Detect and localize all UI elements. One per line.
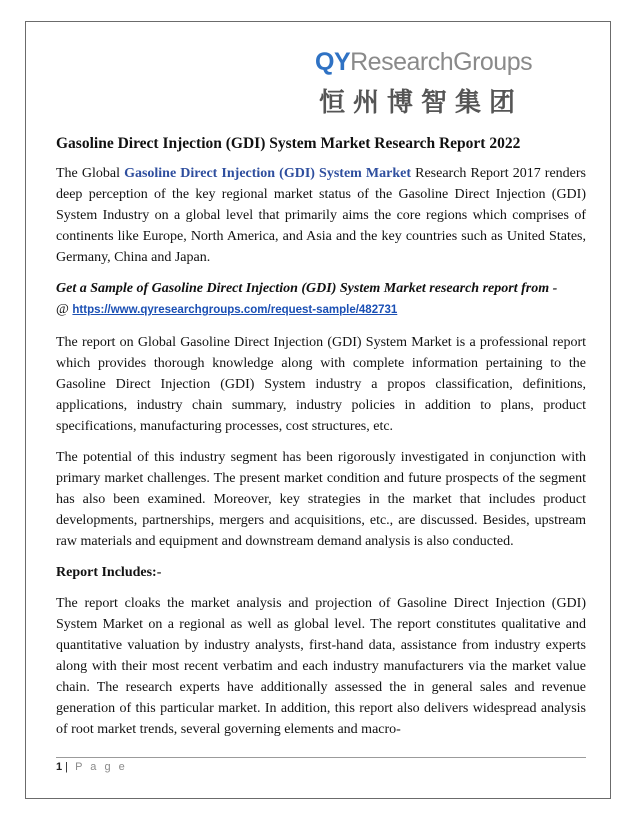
sample-request-link[interactable]: https://www.qyresearchgroups.com/request-sample/482731 — [72, 304, 398, 316]
intro-paragraph — [56, 163, 586, 268]
sample-link-line — [56, 299, 586, 321]
page-number: 1 — [56, 761, 63, 773]
report-includes-heading: Report Includes:- — [56, 565, 162, 580]
logo-chinese-name: 恒州博智集团 — [319, 88, 524, 118]
paragraph-overview: The report on Global Gasoline Direct Injection (GDI) System Market is a professional report which provides thorough knowledge along with complete information pertaining to the Gasoline Direct Injection (GDI) System industry a propos classification, definitions, applications, industry chain summary, industry policies in addition to plans, product specifications, manufacturing processes, cost structures, etc. — [56, 335, 586, 434]
document-title: Gasoline Direct Injection (GDI) System Market Research Report 2022 — [56, 135, 521, 152]
intro-highlight: Gasoline Direct Injection (GDI) System Market — [124, 166, 412, 181]
logo-wordmark — [315, 48, 532, 82]
sample-request-text: Get a Sample of Gasoline Direct Injection (GDI) System Market research report from - — [56, 281, 558, 296]
at-sign: @ — [56, 302, 73, 317]
logo-qy: QY — [315, 48, 351, 76]
page-footer — [56, 757, 586, 773]
document-body — [56, 134, 586, 750]
paragraph-report-cloaks: The report cloaks the market analysis and projection of Gasoline Direct Injection (GDI) System Market on a regional as well as global level. The report constitutes qualitative and quantitative valuation by industry analysts, first-hand data, assistance from industry experts along with their most recent verbatim and each industry manufacturers via the market value chain. The research experts have additionally assessed the in general sales and revenue generation of this particular market. In addition, this report also delivers widespread analysis of root market trends, several governing elements and macro- — [56, 596, 586, 737]
paragraph-potential: The potential of this industry segment has been rigorously investigated in conjunction with primary market challenges. The present market condition and future prospects of the segment has also been examined. Moreover, key strategies in the market that includes product developments, partnerships, mergers and acquisitions, etc., are discussed. Besides, upstream raw materials and equipment and downstream demand analysis is also conducted. — [56, 450, 586, 549]
intro-before: The Global — [56, 166, 125, 181]
page-separator: | — [62, 761, 72, 773]
page-label: P a g e — [75, 761, 128, 773]
company-logo — [315, 48, 593, 116]
logo-research-groups: ResearchGroups — [350, 48, 533, 76]
intro-after: Research Report 2017 renders deep perception of the key regional market status of the Gasoline Direct Injection (GDI) System Industry on a global level that primarily aims the core regions which comprises of continents like Europe, North America, and Asia and the key countries such as United States, Germany, China and Japan. — [56, 166, 587, 265]
